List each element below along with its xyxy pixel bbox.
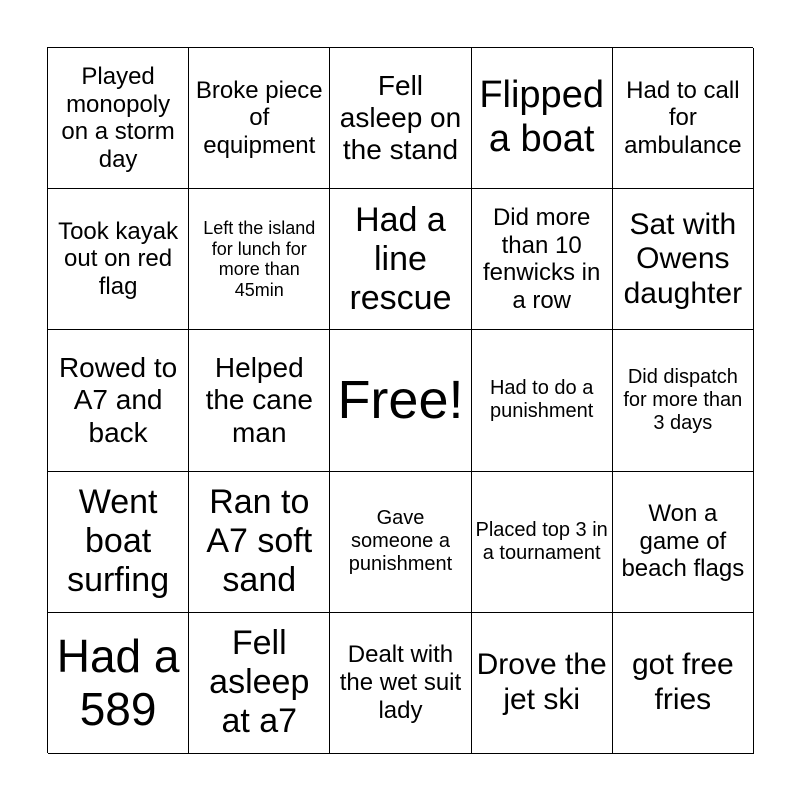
bingo-cell-r4c4[interactable] <box>472 472 613 613</box>
bingo-cell-r1c2[interactable] <box>189 48 330 189</box>
bingo-cell-text: Played monopoly on a storm day <box>61 62 175 173</box>
bingo-cell-r1c5[interactable] <box>613 48 754 189</box>
bingo-cell-r5c4[interactable] <box>472 613 613 754</box>
bingo-cell-text: Had to do a punishment <box>489 377 594 423</box>
bingo-cell-r2c4[interactable] <box>472 189 613 330</box>
bingo-cell-r3c4[interactable] <box>472 330 613 471</box>
bingo-cell-r3c2[interactable] <box>189 330 330 471</box>
bingo-cell-text: got free fries <box>631 648 734 716</box>
bingo-cell-text: Drove the jet ski <box>476 648 607 716</box>
bingo-cell-r4c3[interactable] <box>330 472 471 613</box>
bingo-cell-text: Fell asleep at a7 <box>209 624 310 741</box>
bingo-cell-text: Fell asleep on the stand <box>339 69 462 166</box>
bingo-cell-text: Dealt with the wet suit lady <box>339 641 462 724</box>
bingo-cell-text: Had a line rescue <box>349 200 452 317</box>
bingo-cell-r2c3[interactable] <box>330 189 471 330</box>
bingo-cell-r5c2[interactable] <box>189 613 330 754</box>
bingo-cell-r4c1[interactable] <box>48 472 189 613</box>
bingo-cell-text: Rowed to A7 and back <box>58 352 178 448</box>
bingo-cell-text: Gave someone a punishment <box>348 507 453 576</box>
bingo-board <box>47 47 753 753</box>
bingo-cell-r1c1[interactable] <box>48 48 189 189</box>
bingo-cell-text: Had a 589 <box>56 629 180 735</box>
bingo-cell-r4c5[interactable] <box>613 472 754 613</box>
bingo-cell-r3c5[interactable] <box>613 330 754 471</box>
bingo-cell-r2c2[interactable] <box>189 189 330 330</box>
bingo-cell-text: Sat with Owens daughter <box>623 207 743 310</box>
bingo-cell-text: Helped the cane man <box>205 352 313 448</box>
bingo-cell-r5c3[interactable] <box>330 613 471 754</box>
bingo-cell-r2c1[interactable] <box>48 189 189 330</box>
free-space-label: Free! <box>337 370 464 431</box>
bingo-cell-r2c5[interactable] <box>613 189 754 330</box>
bingo-cell-text: Flipped a boat <box>479 74 604 161</box>
bingo-cell-text: Took kayak out on red flag <box>58 217 179 301</box>
bingo-cell-text: Placed top 3 in a tournament <box>475 518 608 564</box>
bingo-cell-r3c1[interactable] <box>48 330 189 471</box>
bingo-cell-text: Broke piece of equipment <box>195 76 323 159</box>
bingo-cell-text: Left the island for lunch for more than 45min <box>203 217 316 300</box>
bingo-cell-r4c2[interactable] <box>189 472 330 613</box>
bingo-cell-text: Won a game of beach flags <box>621 500 745 583</box>
bingo-cell-text: Did more than 10 fenwicks in a row <box>482 204 601 314</box>
bingo-cell-r1c3[interactable] <box>330 48 471 189</box>
bingo-cell-text: Ran to A7 soft sand <box>206 483 313 600</box>
bingo-cell-text: Did dispatch for more than 3 days <box>623 365 743 434</box>
bingo-cell-text: Went boat surfing <box>67 483 170 600</box>
bingo-cell-text: Had to call for ambulance <box>624 76 742 159</box>
bingo-cell-free[interactable] <box>330 330 471 471</box>
bingo-cell-r1c4[interactable] <box>472 48 613 189</box>
bingo-cell-r5c1[interactable] <box>48 613 189 754</box>
bingo-cell-r5c5[interactable] <box>613 613 754 754</box>
